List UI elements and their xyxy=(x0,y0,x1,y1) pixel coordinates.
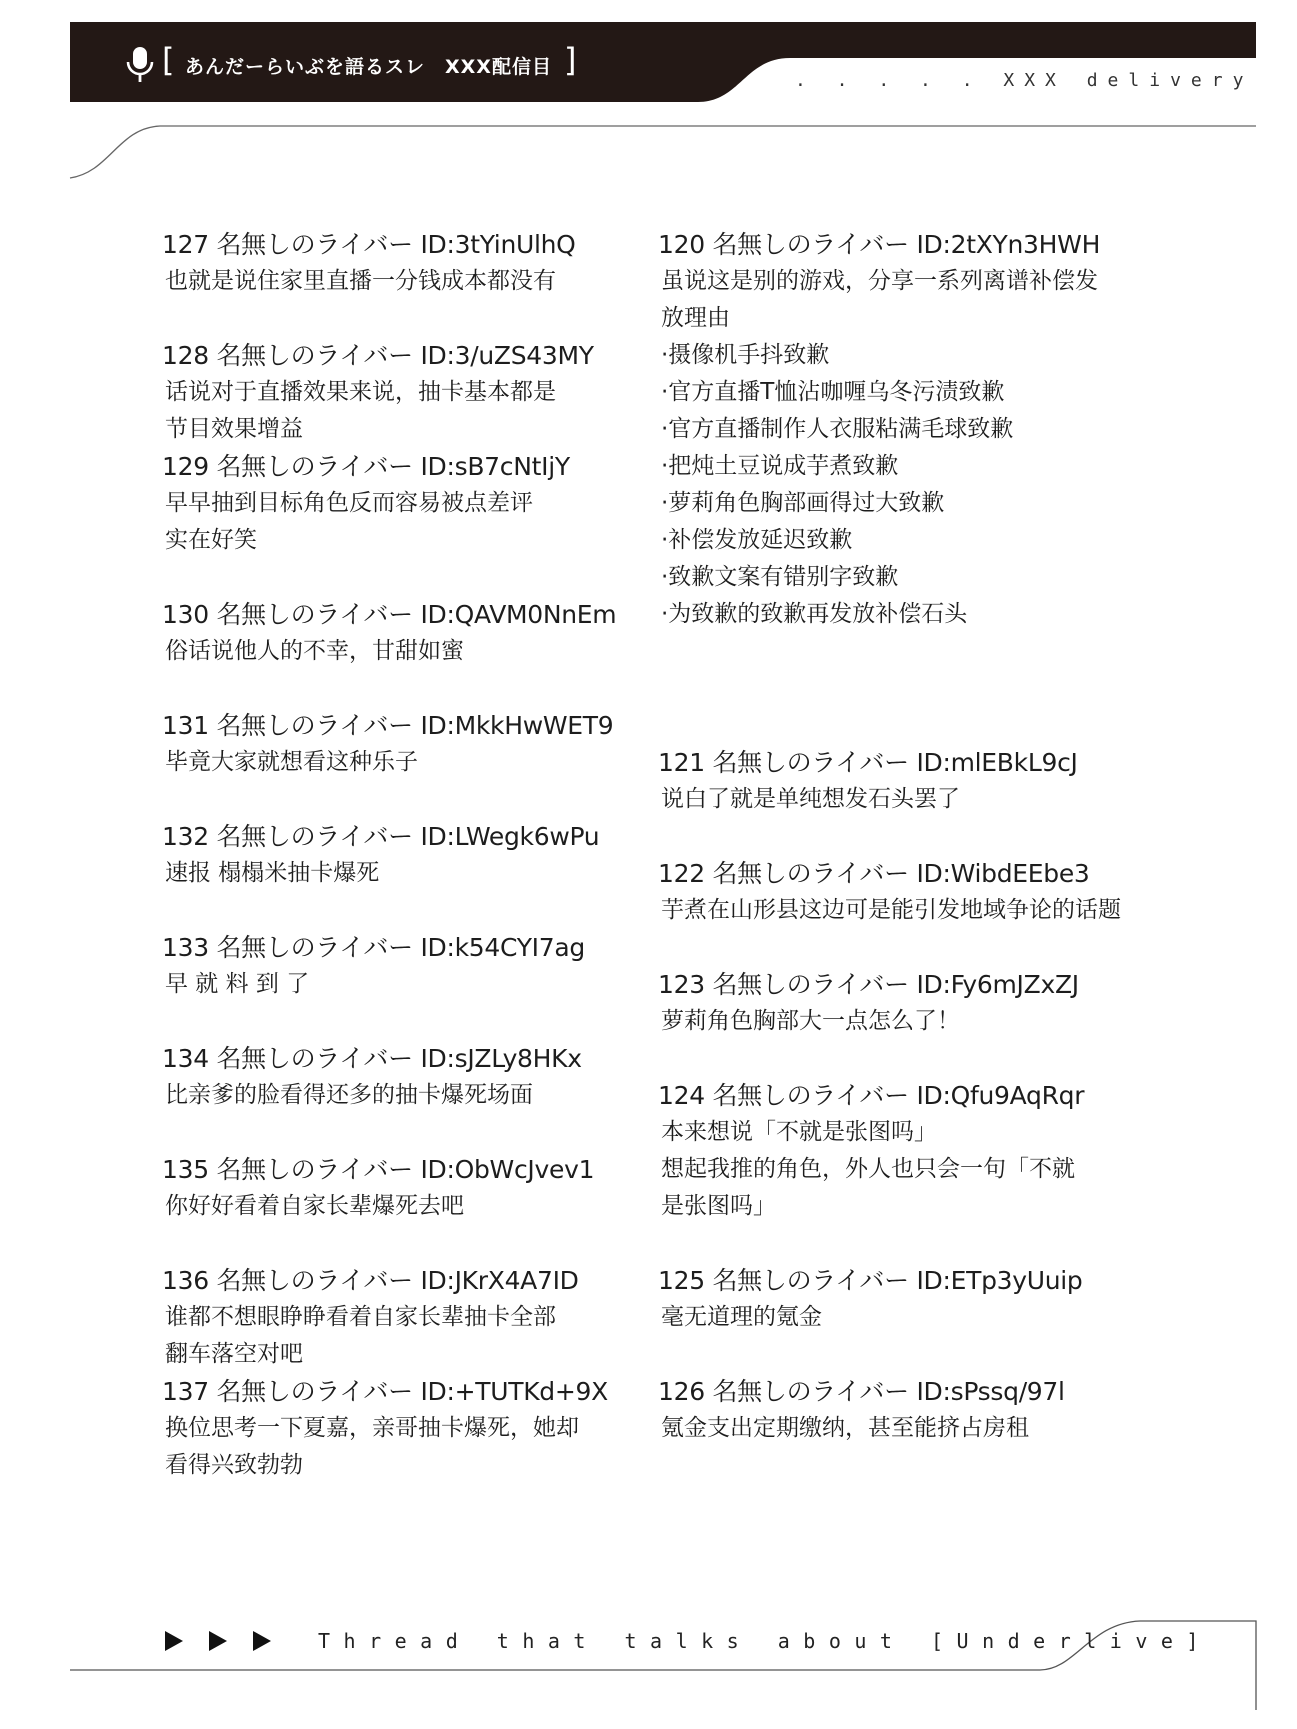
post-header: 131 名無しのライバー ID:MkkHwWET9 xyxy=(162,711,614,740)
post-header: 120 名無しのライバー ID:2tXYn3HWH xyxy=(658,230,1101,259)
post-text: 萝莉角色胸部大一点怎么了！ xyxy=(661,1008,960,1034)
post xyxy=(658,855,1178,929)
play-arrow-icon xyxy=(209,1631,227,1651)
post-text: 芋煮在山形县这边可是能引发地域争论的话题 xyxy=(661,897,1121,923)
left-post-column xyxy=(162,226,682,1484)
post xyxy=(658,1373,1178,1447)
delivery-subtitle: . . . . . XXX delivery xyxy=(795,70,1254,91)
post xyxy=(162,1040,682,1114)
post-text: 本来想说「不就是张图吗」 xyxy=(661,1119,937,1145)
post xyxy=(162,818,682,892)
post-header: 136 名無しのライバー ID:JKrX4A7ID xyxy=(162,1266,579,1295)
post-text: 换位思考一下夏嘉，亲哥抽卡爆死，她却 xyxy=(165,1415,579,1441)
header-banner xyxy=(0,0,1297,200)
post xyxy=(162,448,682,559)
post xyxy=(162,929,682,1003)
post-text: ·官方直播T恤沾咖喱乌冬污渍致歉 xyxy=(661,379,1005,405)
post-text: 是张图吗」 xyxy=(661,1193,776,1219)
post-header: 127 名無しのライバー ID:3tYinUlhQ xyxy=(162,230,576,259)
post xyxy=(658,744,1178,818)
post-header: 135 名無しのライバー ID:ObWcJvev1 xyxy=(162,1155,595,1184)
post-text: 你好好看着自家长辈爆死去吧 xyxy=(165,1193,464,1219)
post-text: 虽说这是别的游戏，分享一系列离谱补偿发 xyxy=(661,268,1098,294)
post-header: 133 名無しのライバー ID:k54CYI7ag xyxy=(162,933,585,962)
post-text: 俗话说他人的不幸，甘甜如蜜 xyxy=(165,638,464,664)
post-text: ·摄像机手抖致歉 xyxy=(661,342,830,368)
post-header: 137 名無しのライバー ID:+TUTKd+9X xyxy=(162,1377,608,1406)
post-header: 134 名無しのライバー ID:sJZLy8HKx xyxy=(162,1044,582,1073)
post-text: 放理由 xyxy=(661,305,730,331)
post xyxy=(162,1262,682,1373)
post-text: 速报 榻榻米抽卡爆死 xyxy=(165,860,380,886)
post-header: 132 名無しのライバー ID:LWegk6wPu xyxy=(162,822,600,851)
thread-title: あんだーらいぶを語るスレ XXX配信目 xyxy=(185,56,552,78)
post-text: ·补偿发放延迟致歉 xyxy=(661,527,853,553)
post xyxy=(658,226,1178,633)
post-text: 说白了就是单纯想发石头罢了 xyxy=(661,786,960,812)
header-bracket-left: [ xyxy=(162,41,175,79)
post-text: 看得兴致勃勃 xyxy=(165,1452,303,1478)
post-text: 节目效果增益 xyxy=(165,416,303,442)
post xyxy=(658,1077,1178,1225)
header-bracket-right: ] xyxy=(564,41,577,79)
post xyxy=(658,966,1178,1040)
post-header: 123 名無しのライバー ID:Fy6mJZxZJ xyxy=(658,970,1079,999)
post-text: ·官方直播制作人衣服粘满毛球致歉 xyxy=(661,416,1014,442)
post-text: 毕竟大家就想看这种乐子 xyxy=(165,749,418,775)
post-header: 121 名無しのライバー ID:mlEBkL9cJ xyxy=(658,748,1078,777)
post-text: 比亲爹的脸看得还多的抽卡爆死场面 xyxy=(165,1082,533,1108)
post-header: 125 名無しのライバー ID:ETp3yUuip xyxy=(658,1266,1083,1295)
post-header: 129 名無しのライバー ID:sB7cNtIjY xyxy=(162,452,570,481)
post-header: 130 名無しのライバー ID:QAVM0NnEm xyxy=(162,600,617,629)
post xyxy=(162,1151,682,1225)
play-arrow-icon xyxy=(253,1631,271,1651)
post-text: 毫无道理的氪金 xyxy=(661,1304,822,1330)
post-header: 128 名無しのライバー ID:3/uZS43MY xyxy=(162,341,594,370)
post-header: 126 名無しのライバー ID:sPssq/97l xyxy=(658,1377,1065,1406)
post xyxy=(162,1373,682,1484)
post-text: 话说对于直播效果来说，抽卡基本都是 xyxy=(165,379,556,405)
right-post-column xyxy=(658,226,1178,1447)
post-text: 谁都不想眼睁睁看着自家长辈抽卡全部 xyxy=(165,1304,556,1330)
post-text: ·致歉文案有错别字致歉 xyxy=(661,564,899,590)
post-text: 早 就 料 到 了 xyxy=(165,971,310,997)
post-text: 氪金支出定期缴纳，甚至能挤占房租 xyxy=(661,1415,1029,1441)
post-text: 实在好笑 xyxy=(165,527,257,553)
post-text: ·萝莉角色胸部画得过大致歉 xyxy=(661,490,945,516)
footer-tagline: Thread that talks about [Underlive] xyxy=(318,1629,1212,1653)
post-header: 124 名無しのライバー ID:Qfu9AqRqr xyxy=(658,1081,1085,1110)
play-arrow-icon xyxy=(165,1631,183,1651)
post xyxy=(162,707,682,781)
post-text: 想起我推的角色，外人也只会一句「不就 xyxy=(661,1156,1075,1182)
post-text: ·为致歉的致歉再发放补偿石头 xyxy=(661,601,968,627)
post-header: 122 名無しのライバー ID:WibdEEbe3 xyxy=(658,859,1090,888)
post-text: 也就是说住家里直播一分钱成本都没有 xyxy=(165,268,556,294)
post-text: ·把炖土豆说成芋煮致歉 xyxy=(661,453,899,479)
post xyxy=(162,596,682,670)
post-text: 翻车落空对吧 xyxy=(165,1341,303,1367)
post xyxy=(162,226,682,300)
post-text: 早早抽到目标角色反而容易被点差评 xyxy=(165,490,533,516)
post xyxy=(658,1262,1178,1336)
post xyxy=(162,337,682,448)
